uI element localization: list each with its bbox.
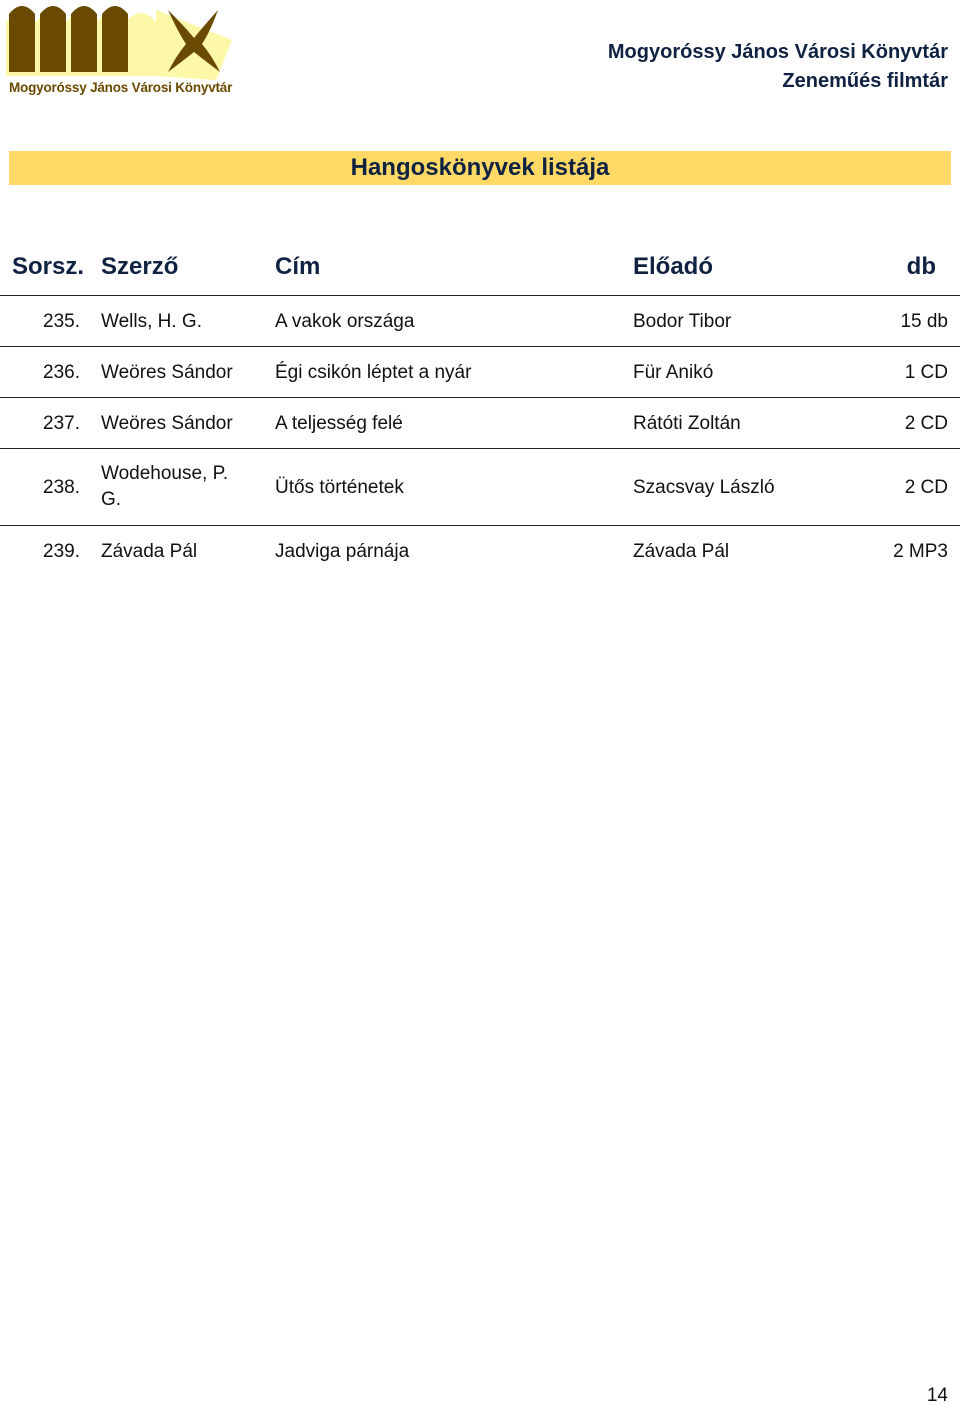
row-qty: 1 CD	[904, 362, 948, 383]
table-row	[0, 347, 960, 398]
row-qty: 2 CD	[904, 477, 948, 498]
page-title: Hangoskönyvek listája	[9, 151, 951, 185]
column-header-author: Szerző	[101, 253, 179, 280]
row-qty: 15 db	[900, 311, 948, 332]
audiobook-table	[0, 246, 960, 576]
row-author: Wells, H. G.	[101, 311, 202, 332]
row-author: Weöres Sándor	[101, 413, 233, 434]
row-num: 235.	[43, 311, 80, 332]
row-title: A teljesség felé	[275, 413, 403, 434]
row-performer: Szacsvay László	[633, 477, 775, 498]
column-header-num: Sorsz.	[12, 253, 85, 280]
library-header	[608, 38, 948, 96]
library-logo	[6, 0, 232, 102]
department-name: Zeneműés filmtár	[782, 70, 948, 92]
row-performer: Rátóti Zoltán	[633, 413, 741, 434]
table-row	[0, 296, 960, 347]
column-header-qty: db	[906, 253, 936, 280]
table-row	[0, 398, 960, 449]
row-title: A vakok országa	[275, 311, 415, 332]
logo-text: Mogyoróssy János Városi Könyvtár	[9, 80, 233, 95]
row-num: 238.	[43, 477, 80, 498]
page-number: 14	[926, 1385, 948, 1406]
row-author: Weöres Sándor	[101, 362, 233, 383]
library-name: Mogyoróssy János Városi Könyvtár	[607, 41, 948, 63]
row-performer: Bodor Tibor	[633, 311, 732, 332]
row-author: Wodehouse, P. G.	[101, 463, 229, 510]
row-qty: 2 CD	[904, 413, 948, 434]
row-performer: Závada Pál	[633, 541, 730, 562]
row-title: Ütős történetek	[275, 477, 404, 498]
row-title: Jadviga párnája	[275, 541, 410, 562]
row-author: Závada Pál	[101, 541, 198, 562]
column-header-title: Cím	[275, 253, 321, 280]
row-num: 239.	[43, 541, 80, 562]
row-num: 237.	[43, 413, 80, 434]
row-qty: 2 MP3	[893, 541, 948, 562]
row-num: 236.	[43, 362, 80, 383]
column-header-performer: Előadó	[633, 253, 714, 280]
table-row	[0, 449, 960, 526]
row-performer: Für Anikó	[633, 362, 714, 383]
table-header-row	[0, 246, 960, 296]
row-title: Égi csikón léptet a nyár	[275, 362, 472, 383]
table-row	[0, 526, 960, 576]
